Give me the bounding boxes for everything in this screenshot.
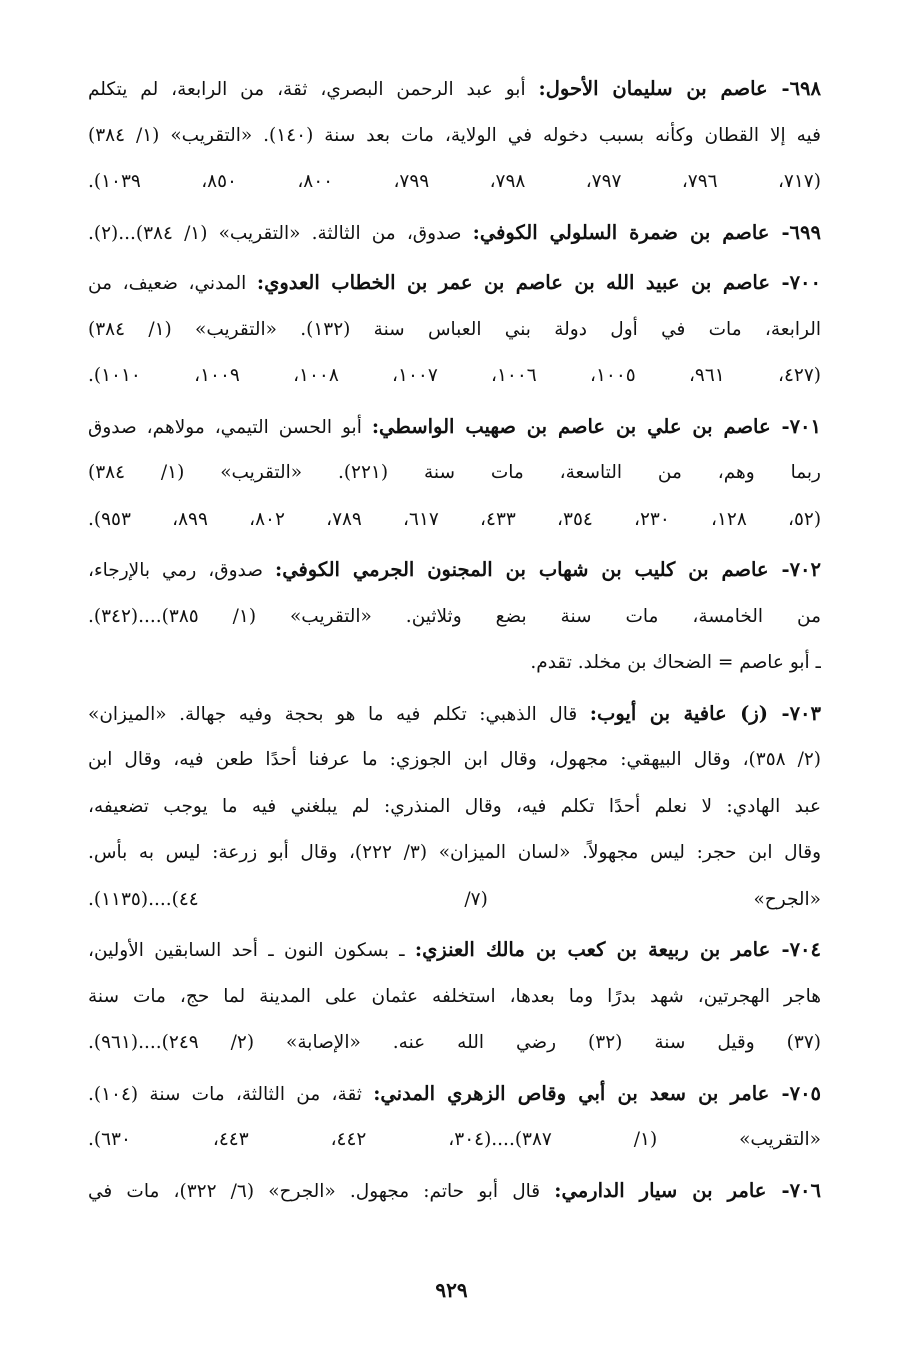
entry-line: (٢/ ٣٥٨)، وقال البيهقي: مجهول، وقال ابن الجوزي: ما عرفنا أحدًا طعن فيه، وقال ابن	[88, 749, 821, 770]
entry-line: (٧١٧، ٧٩٦، ٧٩٧، ٧٩٨، ٧٩٩، ٨٠٠، ٨٥٠، ١٠٣٩).	[88, 171, 821, 192]
entry-line: (٣٧) وقيل سنة (٣٢) رضي الله عنه. «الإصابة» (٢/ ٢٤٩)....(٩٦١).	[88, 1032, 821, 1053]
entry-line: (٥٢، ١٢٨، ٢٣٠، ٣٥٤، ٤٣٣، ٦١٧، ٧٨٩، ٨٠٢، ٨٩٩، ٩٥٣).	[88, 508, 821, 530]
entry-703	[88, 691, 821, 924]
entry-heading: ٧٠٢- عاصم بن كليب بن شهاب بن المجنون الجرمي الكوفي:	[275, 558, 821, 581]
entry-702	[88, 547, 821, 687]
entry-line	[88, 691, 821, 738]
entry-text: المدني، ضعيف، من	[88, 273, 247, 294]
entry-heading: ٧٠٤- عامر بن ربيعة بن كعب بن مالك العنزي:	[414, 938, 821, 961]
entry-line	[88, 927, 821, 974]
entry-line	[88, 1168, 821, 1215]
entry-line: من الخامسة، مات سنة بضع وثلاثين. «التقريب» (١/ ٣٨٥)....(٣٤٢).	[88, 605, 821, 627]
entry-line	[88, 210, 821, 257]
entry-line: عبد الهادي: لا نعلم أحدًا تكلم فيه، وقال المنذري: لم يبلغني فيه ما يوجب تضعيفه،	[88, 795, 821, 817]
entry-line	[88, 547, 821, 594]
entry-text: ثقة، من الثالثة، مات سنة (١٠٤).	[88, 1083, 362, 1105]
cross-reference-line: ـ أبو عاصم = الضحاك بن مخلد. تقدم.	[530, 652, 821, 673]
entry-heading: ٧٠٦- عامر بن سيار الدارمي:	[554, 1178, 821, 1202]
entry-text: أبو الحسن التيمي، مولاهم، صدوق	[88, 416, 362, 438]
entry-line	[88, 1071, 821, 1118]
entry-heading: ٧٠٠- عاصم بن عبيد الله بن عاصم بن عمر بن الخطاب العدوي:	[256, 271, 821, 294]
entry-text: قال الذهبي: تكلم فيه ما هو بحجة وفيه جهالة. «الميزان»	[88, 703, 578, 725]
entry-heading: ٧٠١- عاصم بن علي بن عاصم بن صهيب الواسطي:	[371, 414, 821, 438]
entry-line	[88, 66, 821, 113]
entry-705	[88, 1071, 821, 1164]
entry-line	[88, 404, 821, 451]
entry-line: «الجرح» (٧/ ٤٤)....(١١٣٥).	[88, 888, 821, 910]
entry-text: قال أبو حاتم: مجهول. «الجرح» (٦/ ٣٢٢)، مات في	[88, 1180, 541, 1202]
entry-text: أبو عبد الرحمن البصري، ثقة، من الرابعة، لم يتكلم	[88, 79, 526, 100]
entry-heading: ٧٠٣- (ز) عافية بن أيوب:	[589, 701, 821, 725]
entry-698	[88, 66, 821, 206]
entry-line	[88, 260, 821, 307]
entry-heading: ٧٠٥- عامر بن سعد بن أبي وقاص الزهري المدني:	[373, 1081, 821, 1105]
entry-text: صدوق، رمي بالإرجاء،	[88, 560, 263, 581]
entry-line: ربما وهم، من التاسعة، مات سنة (٢٢١). «التقريب» (١/ ٣٨٤)	[88, 462, 821, 483]
entry-text: صدوق، من الثالثة. «التقريب» (١/ ٣٨٤)...(٢).	[88, 222, 462, 244]
entry-heading: ٦٩٩- عاصم بن ضمرة السلولي الكوفي:	[472, 220, 821, 244]
entry-701	[88, 404, 821, 544]
entry-line: الرابعة، مات في أول دولة بني العباس سنة (١٣٢). «التقريب» (١/ ٣٨٤)	[88, 318, 821, 340]
entry-line: (٤٢٧، ٩٦١، ١٠٠٥، ١٠٠٦، ١٠٠٧، ١٠٠٨، ١٠٠٩، ١٠١٠).	[88, 365, 821, 386]
entry-heading: ٦٩٨- عاصم بن سليمان الأحول:	[538, 77, 821, 100]
entry-text: ـ بسكون النون ـ أحد السابقين الأولين،	[88, 940, 405, 961]
page-number: ٩٢٩	[435, 1278, 468, 1302]
entry-704	[88, 927, 821, 1067]
entry-700	[88, 260, 821, 400]
entry-line: وقال ابن حجر: ليس مجهولاً. «لسان الميزان» (٣/ ٢٢٢)، وقال أبو زرعة: ليس به بأس.	[88, 842, 821, 863]
entry-699	[88, 210, 821, 257]
entry-line: فيه إلا القطان وكأنه بسبب دخوله في الولاية، مات بعد سنة (١٤٠). «التقريب» (١/ ٣٨٤)	[88, 124, 821, 146]
entry-line: «التقريب» (١/ ٣٨٧)....(٣٠٤، ٤٤٢، ٤٤٣، ٦٣٠).	[88, 1129, 821, 1150]
entry-706	[88, 1168, 821, 1215]
entry-line: هاجر الهجرتين، شهد بدرًا وما بعدها، استخلفه عثمان على المدينة لما حج، مات سنة	[88, 985, 821, 1007]
